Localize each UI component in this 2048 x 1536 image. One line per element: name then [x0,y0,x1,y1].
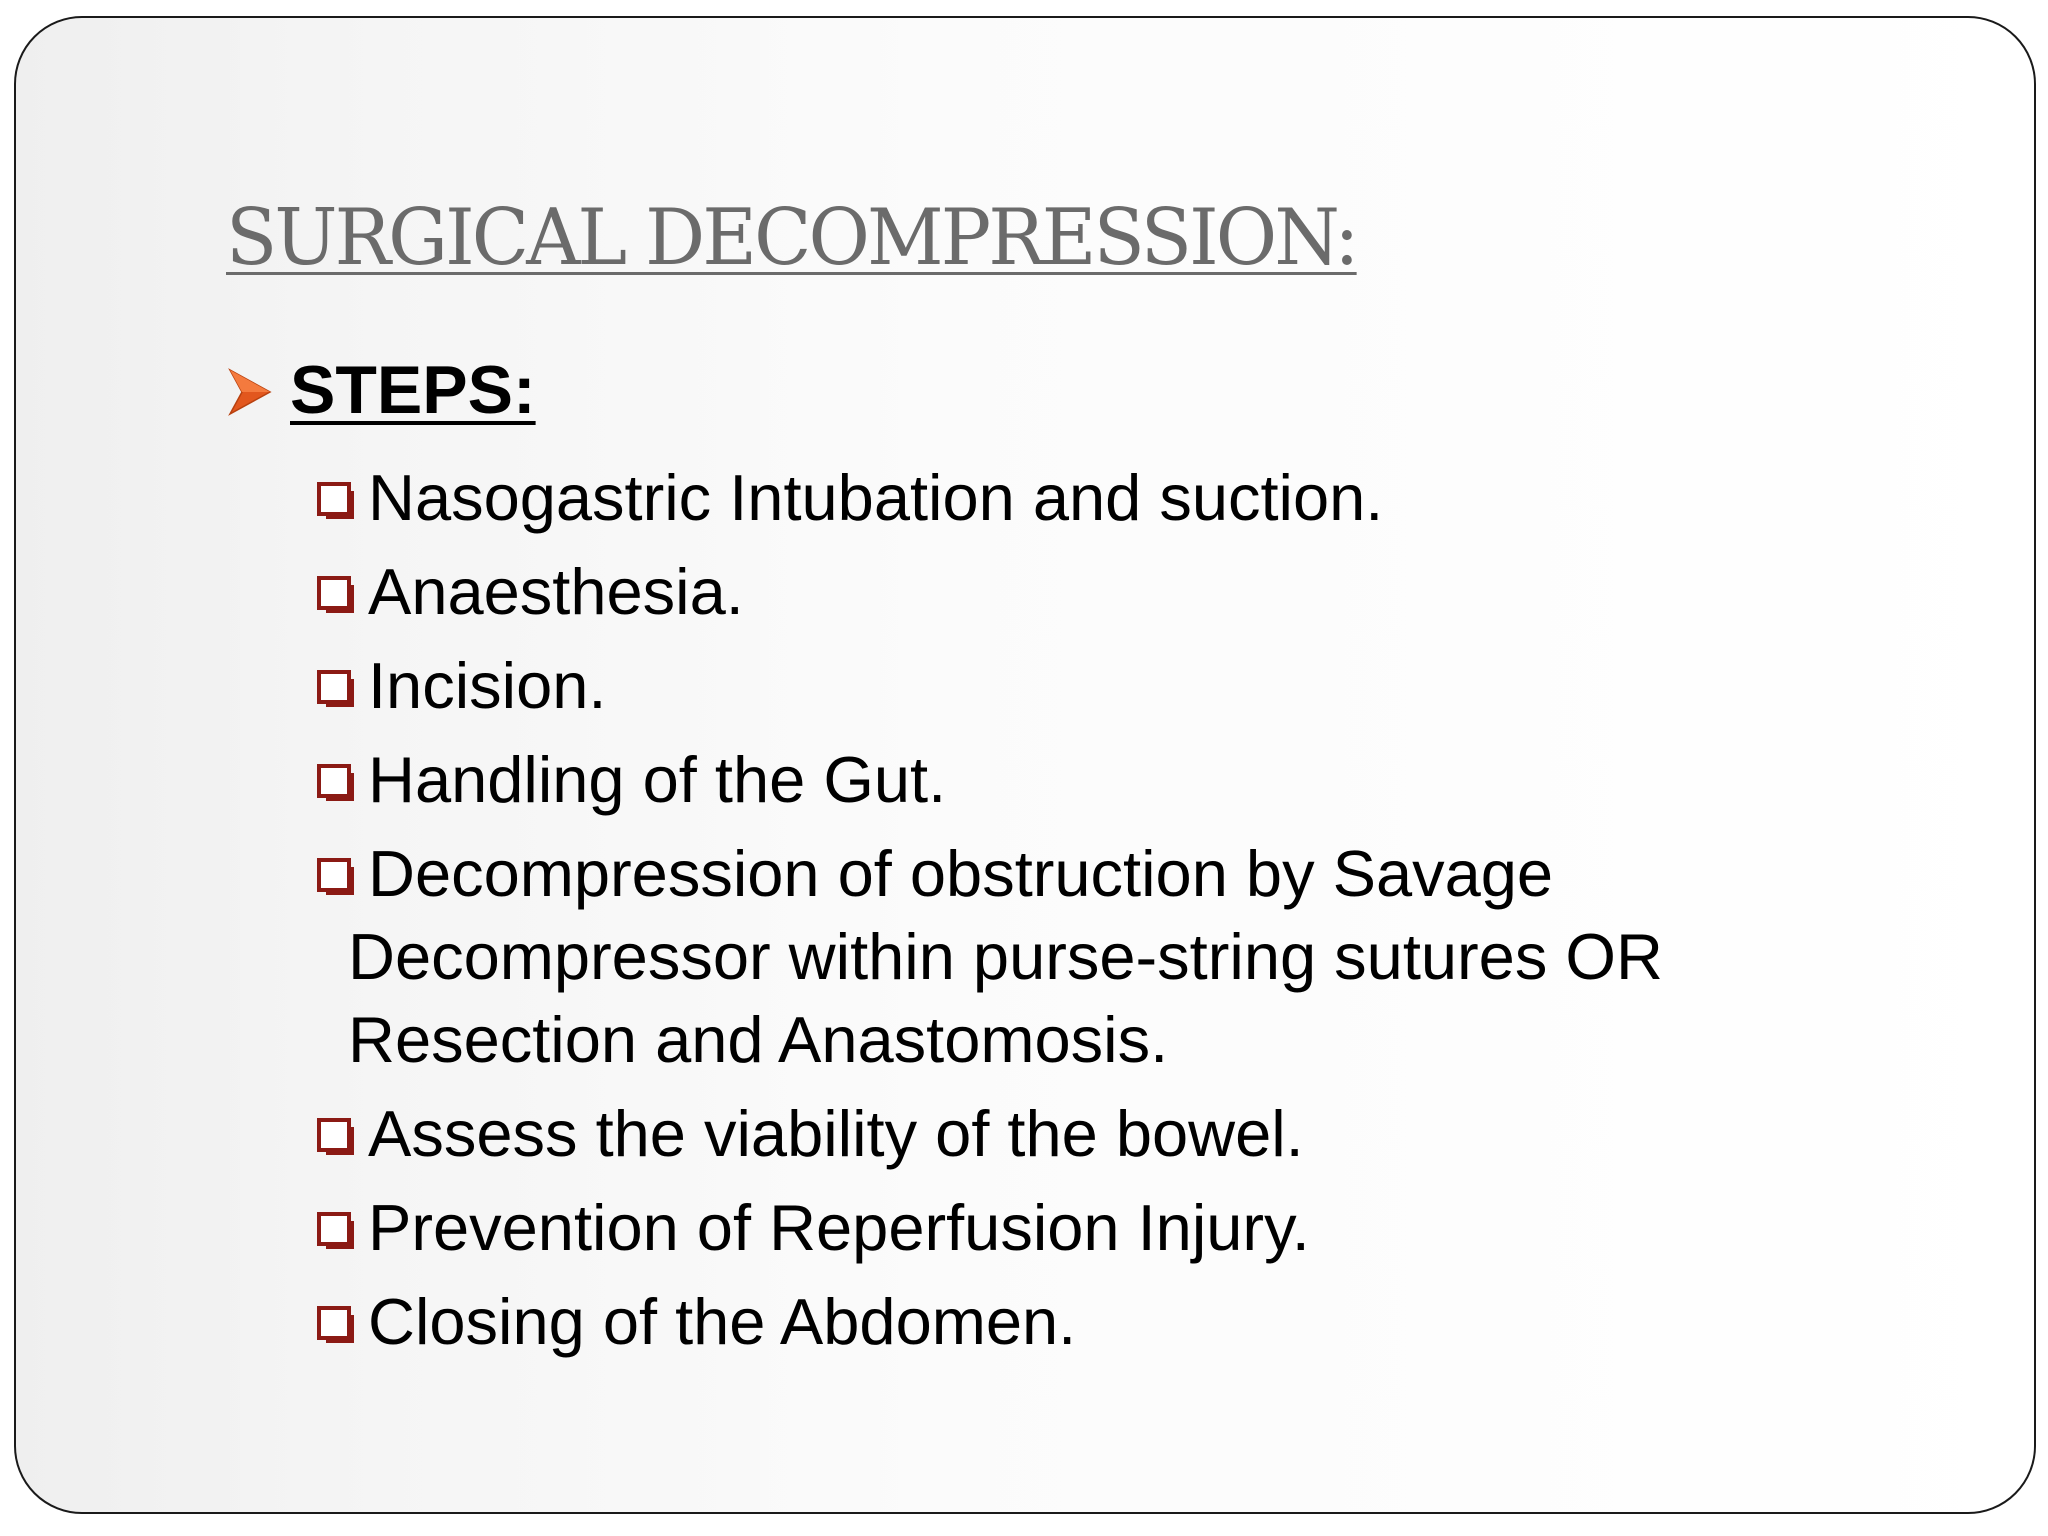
list-item [312,1280,1812,1363]
list-item [312,1186,1812,1269]
slide-title: SURGICAL DECOMPRESSION: [226,193,1357,283]
checkbox-icon [316,1211,356,1251]
step-text: Prevention of Reperfusion Injury. [368,1191,1310,1264]
step-text: Incision. [368,649,607,722]
steps-label: STEPS: [290,352,536,428]
slide-frame [14,16,2036,1514]
step-text: Decompression of obstruction by Savage Decompressor within purse-string sutures OR Resection and Anastomosis. [348,837,1663,1076]
list-item [312,456,1812,539]
list-item [312,1092,1812,1175]
checkbox-icon [316,481,356,521]
checkbox-icon [316,575,356,615]
checkbox-icon [316,1117,356,1157]
step-text: Handling of the Gut. [368,743,947,816]
checkbox-icon [316,1305,356,1345]
checkbox-icon [316,857,356,897]
checkbox-icon [316,763,356,803]
list-item [312,550,1812,633]
step-text: Closing of the Abdomen. [368,1285,1077,1358]
steps-heading [228,351,536,429]
list-item [312,738,1812,821]
step-text: Nasogastric Intubation and suction. [368,461,1384,534]
arrow-icon [228,367,272,417]
steps-list [312,456,1812,1374]
checkbox-icon [316,669,356,709]
step-text: Anaesthesia. [368,555,744,628]
step-text: Assess the viability of the bowel. [368,1097,1304,1170]
list-item [312,644,1812,727]
list-item [312,832,1812,1081]
